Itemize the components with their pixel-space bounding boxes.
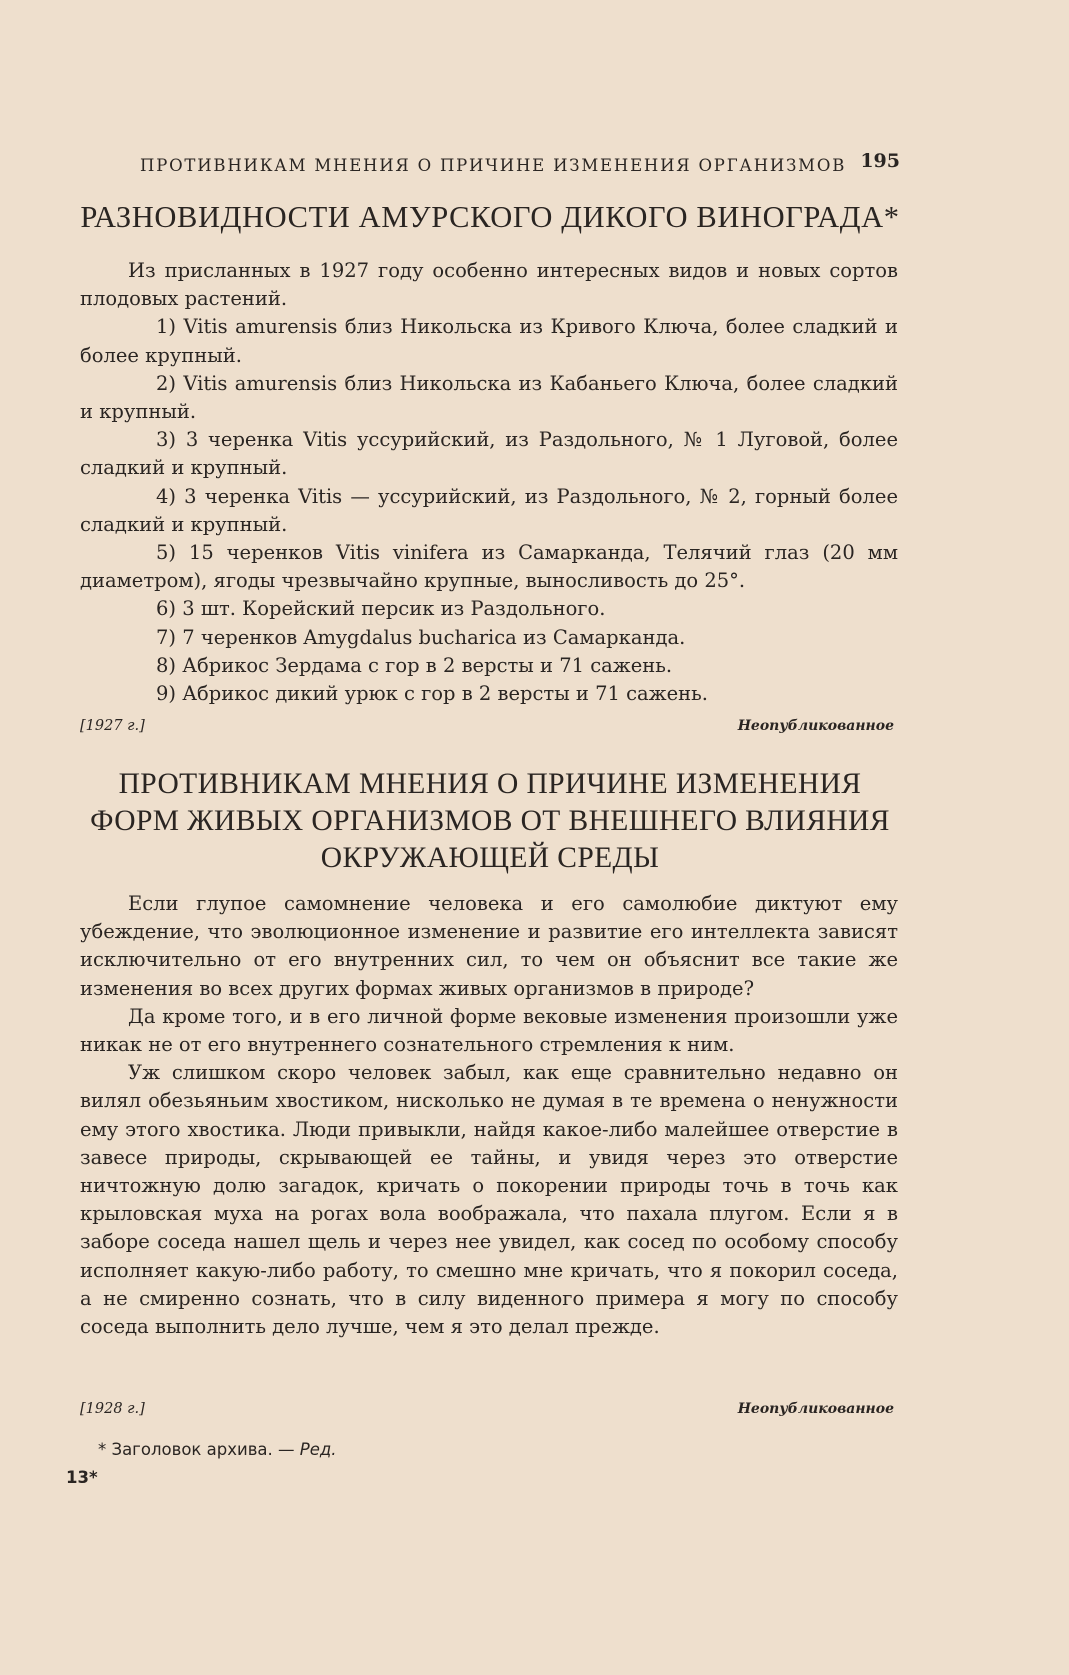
list-item: 9) Абрикос дикий урюк с гор в 2 версты и 71 сажень. [156, 682, 708, 706]
list-item: 5) 15 черенков Vitis vinifera из Самарканда, Телячий глаз (20 мм диаметром), ягоды чрезвычайно крупные, выносливость до 25°. [80, 541, 898, 593]
list-item: 6) 3 шт. Корейский персик из Раздольного. [156, 597, 606, 621]
list-item: 3) 3 черенка Vitis уссурийский, из Раздольного, № 1 Луговой, более сладкий и крупный. [80, 428, 898, 480]
paragraph: Если глупое самомнение человека и его самолюбие диктуют ему убеждение, что эволюционное изменение и развитие его интеллекта зависят исключительно от его внутренних сил, то чем он объяснит все такие же изменения во всех других формах живых организмов в природе? [80, 892, 898, 1000]
article-2-status: Неопубликованное [737, 1401, 894, 1417]
article-2-date: [1928 г.] [80, 1401, 145, 1417]
list-item: 7) 7 черенков Amygdalus bucharica из Самарканда. [156, 625, 686, 649]
list-item: 4) 3 черенка Vitis — уссурийский, из Раздольного, № 2, горный более сладкий и крупный. [80, 484, 898, 536]
list-item: 1) Vitis amurensis близ Никольска из Кривого Ключа, более сладкий и более крупный. [80, 315, 898, 367]
footnote-text: * Заголовок архива. — [98, 1440, 300, 1459]
article-1-status: Неопубликованное [737, 718, 894, 734]
footnote [98, 1440, 337, 1459]
article-2-title: ПРОТИВНИКАМ МНЕНИЯ О ПРИЧИНЕ ИЗМЕНЕНИЯ ФОРМ ЖИВЫХ ОРГАНИЗМОВ ОТ ВНЕШНЕГО ВЛИЯНИЯ ОКРУЖАЮЩЕЙ СРЕДЫ [90, 768, 890, 874]
paragraph: Уж слишком скоро человек забыл, как еще сравнительно недавно он вилял обезьяньим хвостиком, нисколько не думая в те времена о ненужности ему этого хвостика. Люди привыкли, найдя какое-либо малейшее отверстие в завесе природы, скрывающей ее тайны, и увидя через это отверстие ничтожную долю загадок, кричать о покорении природы точь в точь как крыловская муха на рогах вола воображала, что пахала плугом. Если я в заборе соседа нашел щель и через нее увидел, как сосед по особому способу исполняет какую-либо работу, то смешно мне кричать, что я покорил соседа, а не смиренно сознать, что в силу виденного примера я могу по способу соседа выполнить дело лучше, чем я это делал прежде. [80, 1061, 898, 1339]
article-1-body [80, 257, 898, 708]
article-2-meta [80, 1401, 898, 1421]
list-item: 2) Vitis amurensis близ Никольска из Кабаньего Ключа, более сладкий и крупный. [80, 371, 898, 424]
article-2-body [80, 890, 898, 1341]
page-number: 195 [860, 150, 900, 172]
paragraph: Да кроме того, и в его личной форме вековые изменения произошли уже никак не от его внутреннего сознательного стремления к ним. [80, 1004, 898, 1057]
article-1-date: [1927 г.] [80, 718, 145, 734]
article-1-intro: Из присланных в 1927 году особенно интересных видов и новых сортов плодовых растений. [80, 259, 898, 311]
running-head [80, 150, 900, 180]
running-title: ПРОТИВНИКАМ МНЕНИЯ О ПРИЧИНЕ ИЗМЕНЕНИЯ ОРГАНИЗМОВ [140, 156, 847, 175]
article-1-title: РАЗНОВИДНОСТИ АМУРСКОГО ДИКОГО ВИНОГРАДА* [80, 200, 900, 234]
list-item: 8) Абрикос Зердама с гор в 2 версты и 71 сажень. [156, 653, 673, 677]
article-1-meta [80, 718, 898, 738]
signature-mark: 13* [66, 1468, 98, 1487]
footnote-editor: Ред. [299, 1440, 337, 1459]
